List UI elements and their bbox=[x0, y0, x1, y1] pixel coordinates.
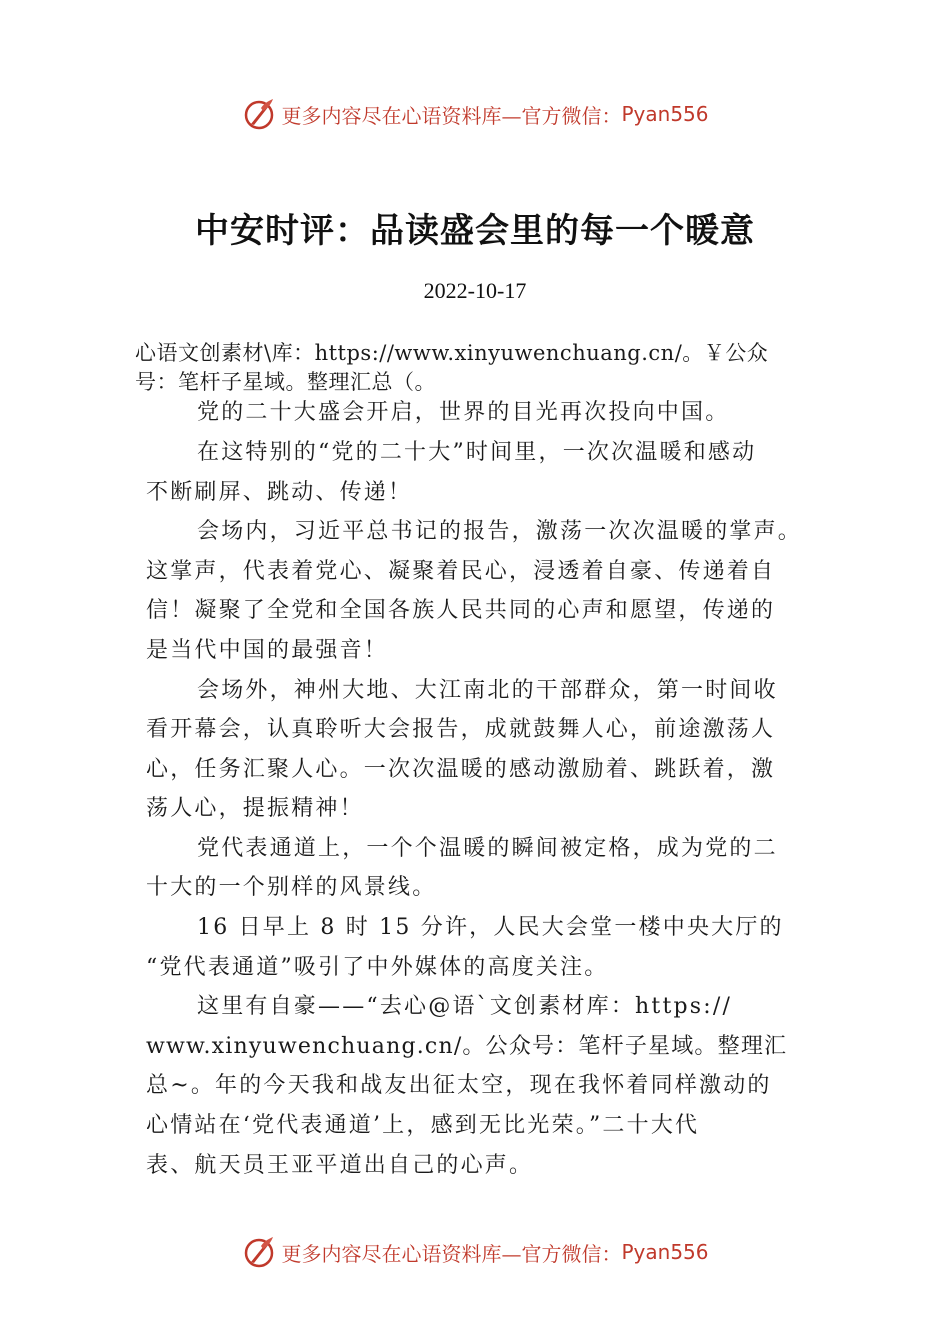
article-title: 中安时评：品读盛会里的每一个暖意 bbox=[195, 211, 755, 251]
body-line: 这掌声，代表着党心、凝聚着民心，浸透着自豪、传递着自 bbox=[146, 559, 776, 584]
header-banner-wechat: Pyan556 bbox=[621, 102, 709, 126]
body-line: 是当代中国的最强音！ bbox=[146, 638, 389, 663]
body-line: 心情站在‘党代表通道’上，感到无比光荣。”二十大代 bbox=[146, 1113, 700, 1138]
body-line: 十大的一个别样的风景线。 bbox=[146, 875, 437, 900]
body-line: 会场外，神州大地、大江南北的干部群众，第一时间收 bbox=[197, 678, 778, 703]
body-line: 在这特别的“党的二十大”时间里，一次次温暖和感动 bbox=[197, 440, 757, 465]
source-note-line: 心语文创素材\库：https://www.xinyuwenchuang.cn/。￥公众 bbox=[135, 341, 769, 365]
body-line: 不断刷屏、跳动、传递！ bbox=[146, 480, 413, 505]
body-line: 16 日早上 8 时 15 分许，人民大会堂一楼中央大厅的 bbox=[197, 915, 784, 940]
source-note-line: 号：笔杆子星域。整理汇总（。 bbox=[135, 370, 436, 394]
header-banner bbox=[0, 94, 950, 134]
body-line: “党代表通道”吸引了中外媒体的高度关注。 bbox=[146, 955, 609, 980]
header-banner-text: 更多内容尽在心语资料库—官方微信： bbox=[281, 103, 622, 128]
body-line: 总~。年的今天我和战友出征太空，现在我怀着同样激动的 bbox=[146, 1073, 772, 1098]
body-line: 党代表通道上，一个个温暖的瞬间被定格，成为党的二 bbox=[197, 836, 778, 861]
footer-banner-wechat: Pyan556 bbox=[621, 1240, 709, 1264]
body-line: 党的二十大盛会开启，世界的目光再次投向中国。 bbox=[197, 400, 730, 425]
quill-logo-icon bbox=[241, 96, 277, 132]
quill-logo-icon bbox=[241, 1234, 277, 1270]
body-line: 这里有自豪——“去心@语`文创素材库：https:// bbox=[197, 994, 733, 1019]
body-line: www.xinyuwenchuang.cn/。公众号：笔杆子星域。整理汇 bbox=[146, 1034, 788, 1059]
body-line: 看开幕会，认真聆听大会报告，成就鼓舞人心，前途激荡人 bbox=[146, 717, 776, 742]
source-note bbox=[135, 339, 845, 397]
body-line: 信！凝聚了全党和全国各族人民共同的心声和愿望，传递的 bbox=[146, 598, 776, 623]
article-date: 2022-10-17 bbox=[423, 278, 527, 303]
body-line: 心，任务汇聚人心。一次次温暖的感动激励着、跳跃着，激 bbox=[146, 757, 776, 782]
body-line: 会场内，习近平总书记的报告，激荡一次次温暖的掌声。 bbox=[197, 519, 803, 544]
body-line: 荡人心，提振精神！ bbox=[146, 796, 364, 821]
footer-banner bbox=[0, 1232, 950, 1272]
body-line: 表、航天员王亚平道出自己的心声。 bbox=[146, 1153, 534, 1178]
footer-banner-text: 更多内容尽在心语资料库—官方微信： bbox=[281, 1241, 622, 1266]
